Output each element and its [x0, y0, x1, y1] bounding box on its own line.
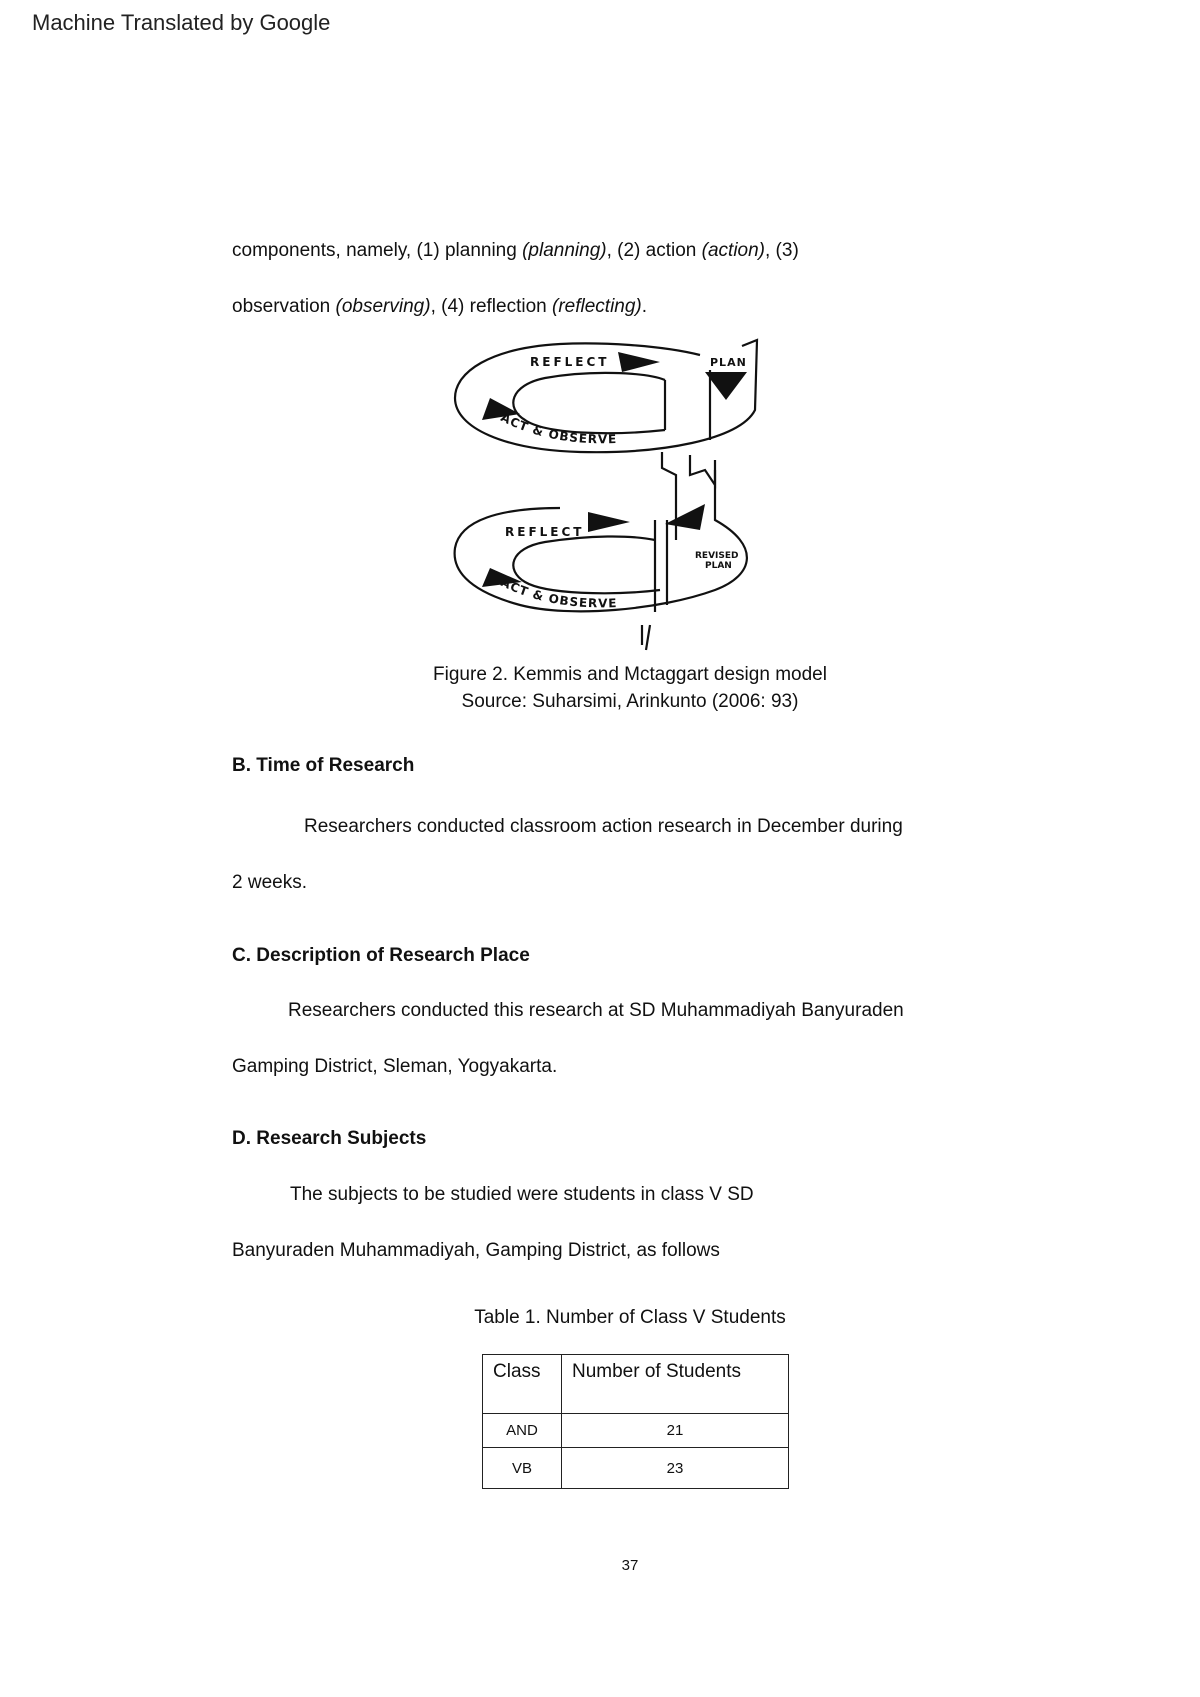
intro-text: observation — [232, 296, 336, 317]
figure-label-act-observe-top — [499, 410, 618, 446]
section-d-line-1: The subjects to be studied were students in class V SD — [290, 1184, 754, 1205]
section-c-heading: C. Description of Research Place — [232, 945, 530, 966]
section-d-line-2: Banyuraden Muhammadiyah, Gamping District, as follows — [232, 1240, 720, 1261]
figure-caption: Figure 2. Kemmis and Mctaggart design model — [433, 664, 827, 685]
action-research-spiral-figure — [450, 330, 770, 655]
section-b-line-2: 2 weeks. — [232, 872, 307, 893]
intro-text: , (3) — [765, 240, 799, 261]
table-title: Table 1. Number of Class V Students — [474, 1307, 786, 1328]
figure-label-reflect-bottom: REFLECT — [505, 525, 585, 539]
section-b-heading: B. Time of Research — [232, 755, 415, 776]
intro-text: . — [641, 296, 648, 317]
figure-label-act-observe-top-path: ACT & OBSERVE — [498, 410, 618, 447]
intro-italic: (reflecting) — [552, 296, 642, 317]
figure-source: Source: Suharsimi, Arinkunto (2006: 93) — [461, 691, 799, 712]
intro-italic: (observing) — [335, 296, 431, 317]
section-c-line-1: Researchers conducted this research at SD Muhammadiyah Banyuraden — [288, 1000, 904, 1021]
machine-translation-banner: Machine Translated by Google — [32, 10, 331, 35]
section-d-heading: D. Research Subjects — [232, 1128, 427, 1149]
intro-text: components, namely, (1) planning — [232, 240, 523, 261]
intro-italic: (action) — [701, 240, 765, 261]
intro-line-2 — [232, 296, 647, 318]
figure-label-plan-2: PLAN — [705, 561, 732, 571]
intro-italic: (planning) — [522, 240, 607, 261]
figure-label-plan: PLAN — [710, 356, 747, 369]
table-cell-count: 23 — [562, 1448, 789, 1489]
section-b-line-1: Researchers conducted classroom action research in December during — [304, 816, 903, 837]
table-header-count: Number of Students — [562, 1355, 789, 1414]
students-table — [482, 1354, 789, 1489]
table-header-row — [483, 1355, 789, 1414]
table-header-class: Class — [483, 1355, 562, 1414]
page-number: 37 — [621, 1557, 639, 1574]
table-cell-class: AND — [483, 1414, 562, 1448]
section-c-line-2: Gamping District, Sleman, Yogyakarta. — [232, 1056, 558, 1077]
intro-line-1 — [232, 240, 799, 262]
figure-label-revised: REVISED — [695, 551, 739, 561]
intro-text: , (4) reflection — [430, 296, 552, 317]
table-row — [483, 1414, 789, 1448]
figure-label-act-observe-bottom-path: ACT & OBSERVE — [498, 575, 618, 611]
intro-text: , (2) action — [606, 240, 702, 261]
figure-label-reflect-top: REFLECT — [530, 355, 610, 369]
table-row — [483, 1448, 789, 1489]
table-cell-count: 21 — [562, 1414, 789, 1448]
table-cell-class: VB — [483, 1448, 562, 1489]
